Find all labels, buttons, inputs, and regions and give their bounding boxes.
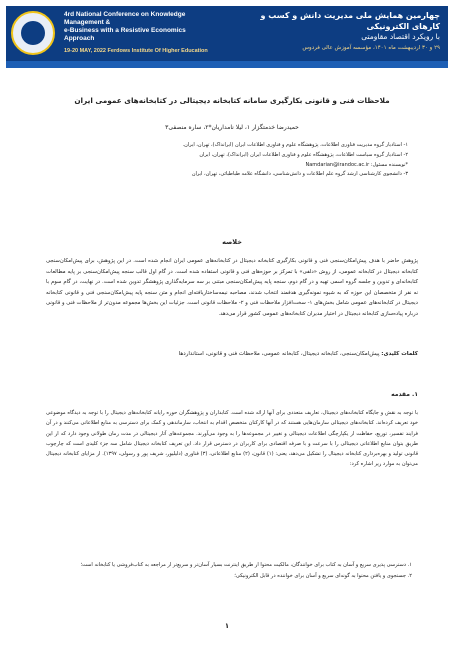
abstract-text: پژوهش حاضر با هدف پیش‌امکان‌سنجی فنی و قانونی بکارگیری کتابخانه دیجیتال در کتابخانه‌های عمومی ایران انجام شده است. در این پژوهش، برای پیش‌امکان‌سنجی کتابخانه دیجیتال در کتابخانه عمومی، از روش «دلفی» با تمرکز بر حوزه‌های فنی و قانونی استفاده شده است. در گام اول قالب سنجه پیش‌امکان‌سنجی بر پایه مطالعات کتابخانه‌ای و تدوین و جلسه گروه اسمی تهیه و در گام دوم، سنجه پایه پیش‌امکان‌سنجی مبتنی بر سه سرمایه‌گذاری پژوهشگر تدوین شده است. در نهایت، در گام سوم با نه نفر از متخصصان این حوزه که به شیوه نمونه‌گیری هدفمند انتخاب شدند، مصاحبه نیمه‌ساختاریافته‌ای انجام و متن سنجه پایه پیش‌امکان‌سنجی فنی و قانونی کتابخانه دیجیتال در کتابخانه‌های عمومی شامل بخش‌های ۱- سخت‌افزار ملاحظات فنی و ۲- ملاحظات قانونی است. جزئیات این بخش‌ها مجموعه مدون‌تر از ملاحظات فنی و قانونی درباره پیاده‌سازی کتابخانه دیجیتال در اختیار مدیران کتابخانه‌های عمومی کشور قرار می‌دهد. <box>46 258 419 317</box>
banner-fa-line1: چهارمین همایش ملی مدیریت دانش و کسب و کارهای الکترونیکی <box>260 11 440 31</box>
keywords <box>46 351 418 357</box>
affiliation-2: ۲- استادیار گروه سیاست اطلاعات، پژوهشگاه علوم و فناوری اطلاعات ایران (ایرانداک)، تهران، ایران <box>199 151 408 158</box>
section-heading: ۱. مقدمه <box>391 391 418 398</box>
affiliation-3: ۳- دانشجوی کارشناسی ارشد گروه علم اطلاعات و دانش‌شناسی، دانشگاه علامه طباطبائی، تهران، ایران <box>191 171 408 178</box>
abstract <box>46 256 418 319</box>
banner-en-line1: 4rd National Conference on Knowledge Management & <box>64 11 186 26</box>
conference-banner <box>6 6 448 68</box>
conference-logo-icon <box>11 11 55 55</box>
intro-paragraph: با توجه به نقش و جایگاه کتابخانه‌های دیجیتال، تعاریف متعددی برای آنها ارائه شده است. کتابداران و پژوهشگران حوزه رایانه کتابخانه‌های دیجیتال را با توجه به دیدگاه موضوعی خود تعریف کرده‌اند. کتابخانه‌های دیجیتالی سازمان‌هایی هستند که در آنها کارکنان متخصص اقدام به انتخاب، سازماندهی و کمک برای دسترسی به منابع اطلاعاتی می‌کنند و در آن فرایند تفسیر، توزیع، حفاظت از یکپارچگی اطلاعات دیجیتالی و تغییر در مجموعه‌ها را به وجود می‌آورند. مجموعه‌های آثار دیجیتالی در مدت زمان طولانی وجود دارد که از این طریق بتوان منابع اطلاعاتی دیجیتالی را با سرعت و با صرفه اقتصادی برای کاربران در دسترس قرار داد. این تعریف کتابخانه دیجیتال شامل سه جزء کلیدی است که چارچوب قانونی تولید و بهره‌برداری کتابخانه دیجیتال را تشکیل می‌دهد، یعنی: (۱) قانون، (۲) منابع اطلاعاتی، (۳) فناوری (دلیلیور، شریف پور و رسولی، ۱۳۹۷). از مزایای کتابخانه دیجیتال می‌توان به موارد زیر اشاره کرد: <box>46 410 419 468</box>
banner-english <box>64 11 214 54</box>
banner-en-date: 19-20 MAY, 2022 Ferdows Institute Of Higher Education <box>64 48 208 54</box>
advantages-list <box>46 560 418 581</box>
banner-fa-line2: با رویکرد اقتصاد مقاومتی <box>361 32 440 41</box>
paper-authors: حمیدرضا خدمتگزار ۱، لیلا نامداریان*۲، ساره منصفی۳ <box>165 124 299 131</box>
page-number: ۱ <box>224 622 230 630</box>
affiliations <box>46 141 418 180</box>
list-item: ۲. جستجوی و یافتن محتوا به گونه‌ای سریع و آسان برای خواننده در قابل الکترونیکی؛ <box>234 572 412 579</box>
paper-title: ملاحظات فنی و قانونی بکارگیری سامانه کتابخانه دیجیتالی در کتابخانه‌های عمومی ایران <box>74 96 390 105</box>
affiliation-1: ۱- استادیار گروه مدیریت فناوری اطلاعات، پژوهشگاه علوم و فناوری اطلاعات ایران (ایرانداک)، تهران، ایران. <box>182 142 408 148</box>
banner-stripe <box>6 61 448 68</box>
introduction <box>46 408 418 470</box>
banner-persian <box>240 10 440 51</box>
banner-fa-date: ۲۹ و ۳۰ اردیبهشت ماه ۱۴۰۱، مؤسسه آموزش عالی فردوس <box>302 45 440 51</box>
list-item: ۱. دسترسی پذیری سریع و آسان به کتاب برای خوانندگان، مالکیت محتوا از طریق اینترنت بسیار آسان‌تر و سریع‌تر از مراجعه به کتاب‌فروشی یا کتابخانه است؛ <box>80 562 412 568</box>
corresponding-author: *نویسنده مسئول: Namdarian@irandoc.ac.ir <box>305 161 408 168</box>
abstract-heading: خلاصه <box>222 238 242 246</box>
keywords-label: کلمات کلیدی: <box>381 351 418 357</box>
keywords-text: پیش‌امکان‌سنجی، کتابخانه دیجیتال، کتابخانه عمومی، ملاحظات فنی و قانونی، استانداردها <box>178 351 380 357</box>
banner-en-line2: e-Business with a Resistive Economics Approach <box>64 27 186 42</box>
